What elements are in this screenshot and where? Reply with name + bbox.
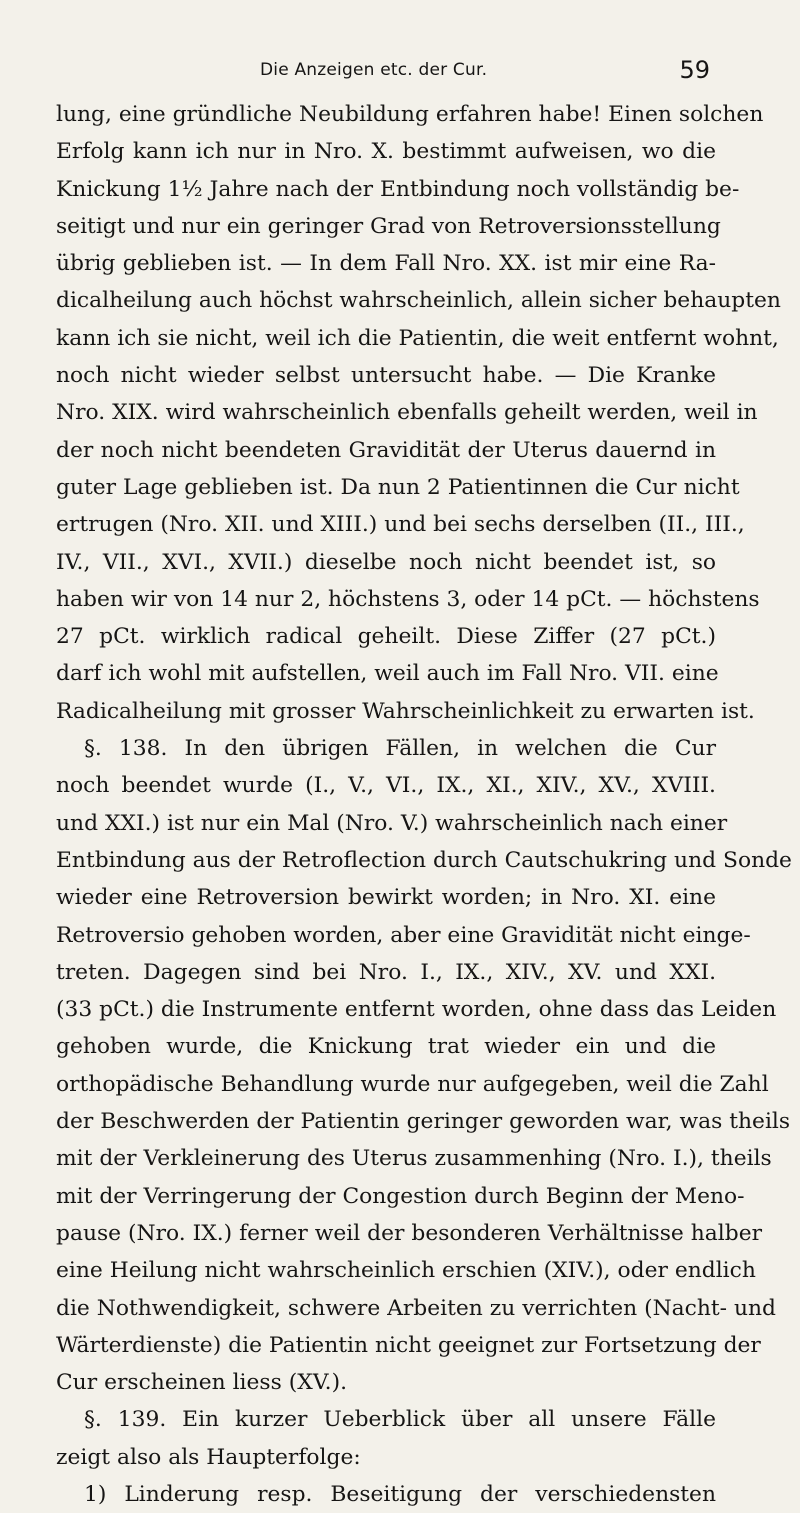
text-line: noch beendet wurde (I., V., VI., IX., XI., XIV., XV., XVIII. bbox=[56, 773, 716, 799]
section-start-line: §. 138. In den übrigen Fällen, in welchen die Cur bbox=[84, 736, 716, 762]
text-line: mit der Verkleinerung des Uterus zusammenhing (Nro. I.), theils bbox=[56, 1146, 772, 1172]
text-line: der noch nicht beendeten Gravidität der Uterus dauernd in bbox=[56, 437, 716, 463]
text-line: Knickung 1½ Jahre nach der Entbindung noch vollständig be- bbox=[56, 176, 740, 202]
text-line: dicalheilung auch höchst wahrscheinlich, allein sicher behaupten bbox=[56, 288, 781, 314]
text-line: pause (Nro. IX.) ferner weil der besonderen Verhältnisse halber bbox=[56, 1220, 763, 1246]
text-line: darf ich wohl mit aufstellen, weil auch im Fall Nro. VII. eine bbox=[56, 661, 719, 687]
text-line: Radicalheilung mit grosser Wahrscheinlichkeit zu erwarten ist. bbox=[56, 698, 755, 724]
page-number: 59 bbox=[679, 56, 710, 84]
text-line: gehoben wurde, die Knickung trat wieder ein und die bbox=[56, 1034, 716, 1060]
section-start-line: §. 139. Ein kurzer Ueberblick über all unsere Fälle bbox=[84, 1407, 716, 1433]
text-line: guter Lage geblieben ist. Da nun 2 Patientinnen die Cur nicht bbox=[56, 474, 740, 500]
text-line: Retroversio gehoben worden, aber eine Gravidität nicht einge- bbox=[56, 922, 751, 948]
list-item-line: 1) Linderung resp. Beseitigung der verschiedensten bbox=[84, 1481, 716, 1507]
text-line: Erfolg kann ich nur in Nro. X. bestimmt aufweisen, wo die bbox=[56, 139, 716, 165]
text-line: (33 pCt.) die Instrumente entfernt worden, ohne dass das Leiden bbox=[56, 997, 777, 1023]
text-line: mit der Verringerung der Congestion durch Beginn der Meno- bbox=[56, 1183, 745, 1209]
text-line: wieder eine Retroversion bewirkt worden; in Nro. XI. eine bbox=[56, 885, 716, 911]
text-line: noch nicht wieder selbst untersucht habe. — Die Kranke bbox=[56, 363, 716, 389]
text-line: lung, eine gründliche Neubildung erfahren habe! Einen solchen bbox=[56, 102, 764, 127]
text-line: Wärterdienste) die Patientin nicht geeignet zur Fortsetzung der bbox=[56, 1332, 761, 1358]
text-line: der Beschwerden der Patientin geringer geworden war, was theils bbox=[56, 1109, 791, 1135]
text-line: zeigt also als Haupterfolge: bbox=[56, 1444, 361, 1470]
running-header bbox=[250, 58, 710, 88]
text-line: Nro. XIX. wird wahrscheinlich ebenfalls geheilt werden, weil in bbox=[56, 400, 758, 426]
text-line: und XXI.) ist nur ein Mal (Nro. V.) wahrscheinlich nach einer bbox=[56, 810, 728, 836]
body-text bbox=[56, 96, 792, 1513]
text-line: 27 pCt. wirklich radical geheilt. Diese Ziffer (27 pCt.) bbox=[56, 624, 716, 650]
text-line: übrig geblieben ist. — In dem Fall Nro. XX. ist mir eine Ra- bbox=[56, 251, 716, 277]
text-line: die Nothwendigkeit, schwere Arbeiten zu verrichten (Nacht- und bbox=[56, 1295, 776, 1321]
text-line: eine Heilung nicht wahrscheinlich erschien (XIV.), oder endlich bbox=[56, 1258, 756, 1284]
running-title: Die Anzeigen etc. der Cur. bbox=[260, 60, 488, 80]
text-line: ertrugen (Nro. XII. und XIII.) und bei sechs derselben (II., III., bbox=[56, 512, 745, 538]
text-line: Cur erscheinen liess (XV.). bbox=[56, 1370, 348, 1396]
text-line: haben wir von 14 nur 2, höchstens 3, oder 14 pCt. — höchstens bbox=[56, 586, 760, 612]
text-line: orthopädische Behandlung wurde nur aufgegeben, weil die Zahl bbox=[56, 1071, 769, 1097]
text-line: seitigt und nur ein geringer Grad von Retroversionsstellung bbox=[56, 213, 721, 239]
text-line: Entbindung aus der Retroflection durch Cautschukring und Sonde bbox=[56, 847, 792, 873]
text-line: IV., VII., XVI., XVII.) dieselbe noch nicht beendet ist, so bbox=[56, 549, 716, 575]
text-line: kann ich sie nicht, weil ich die Patientin, die weit entfernt wohnt, bbox=[56, 325, 779, 351]
text-line: treten. Dagegen sind bei Nro. I., IX., XIV., XV. und XXI. bbox=[56, 959, 716, 985]
